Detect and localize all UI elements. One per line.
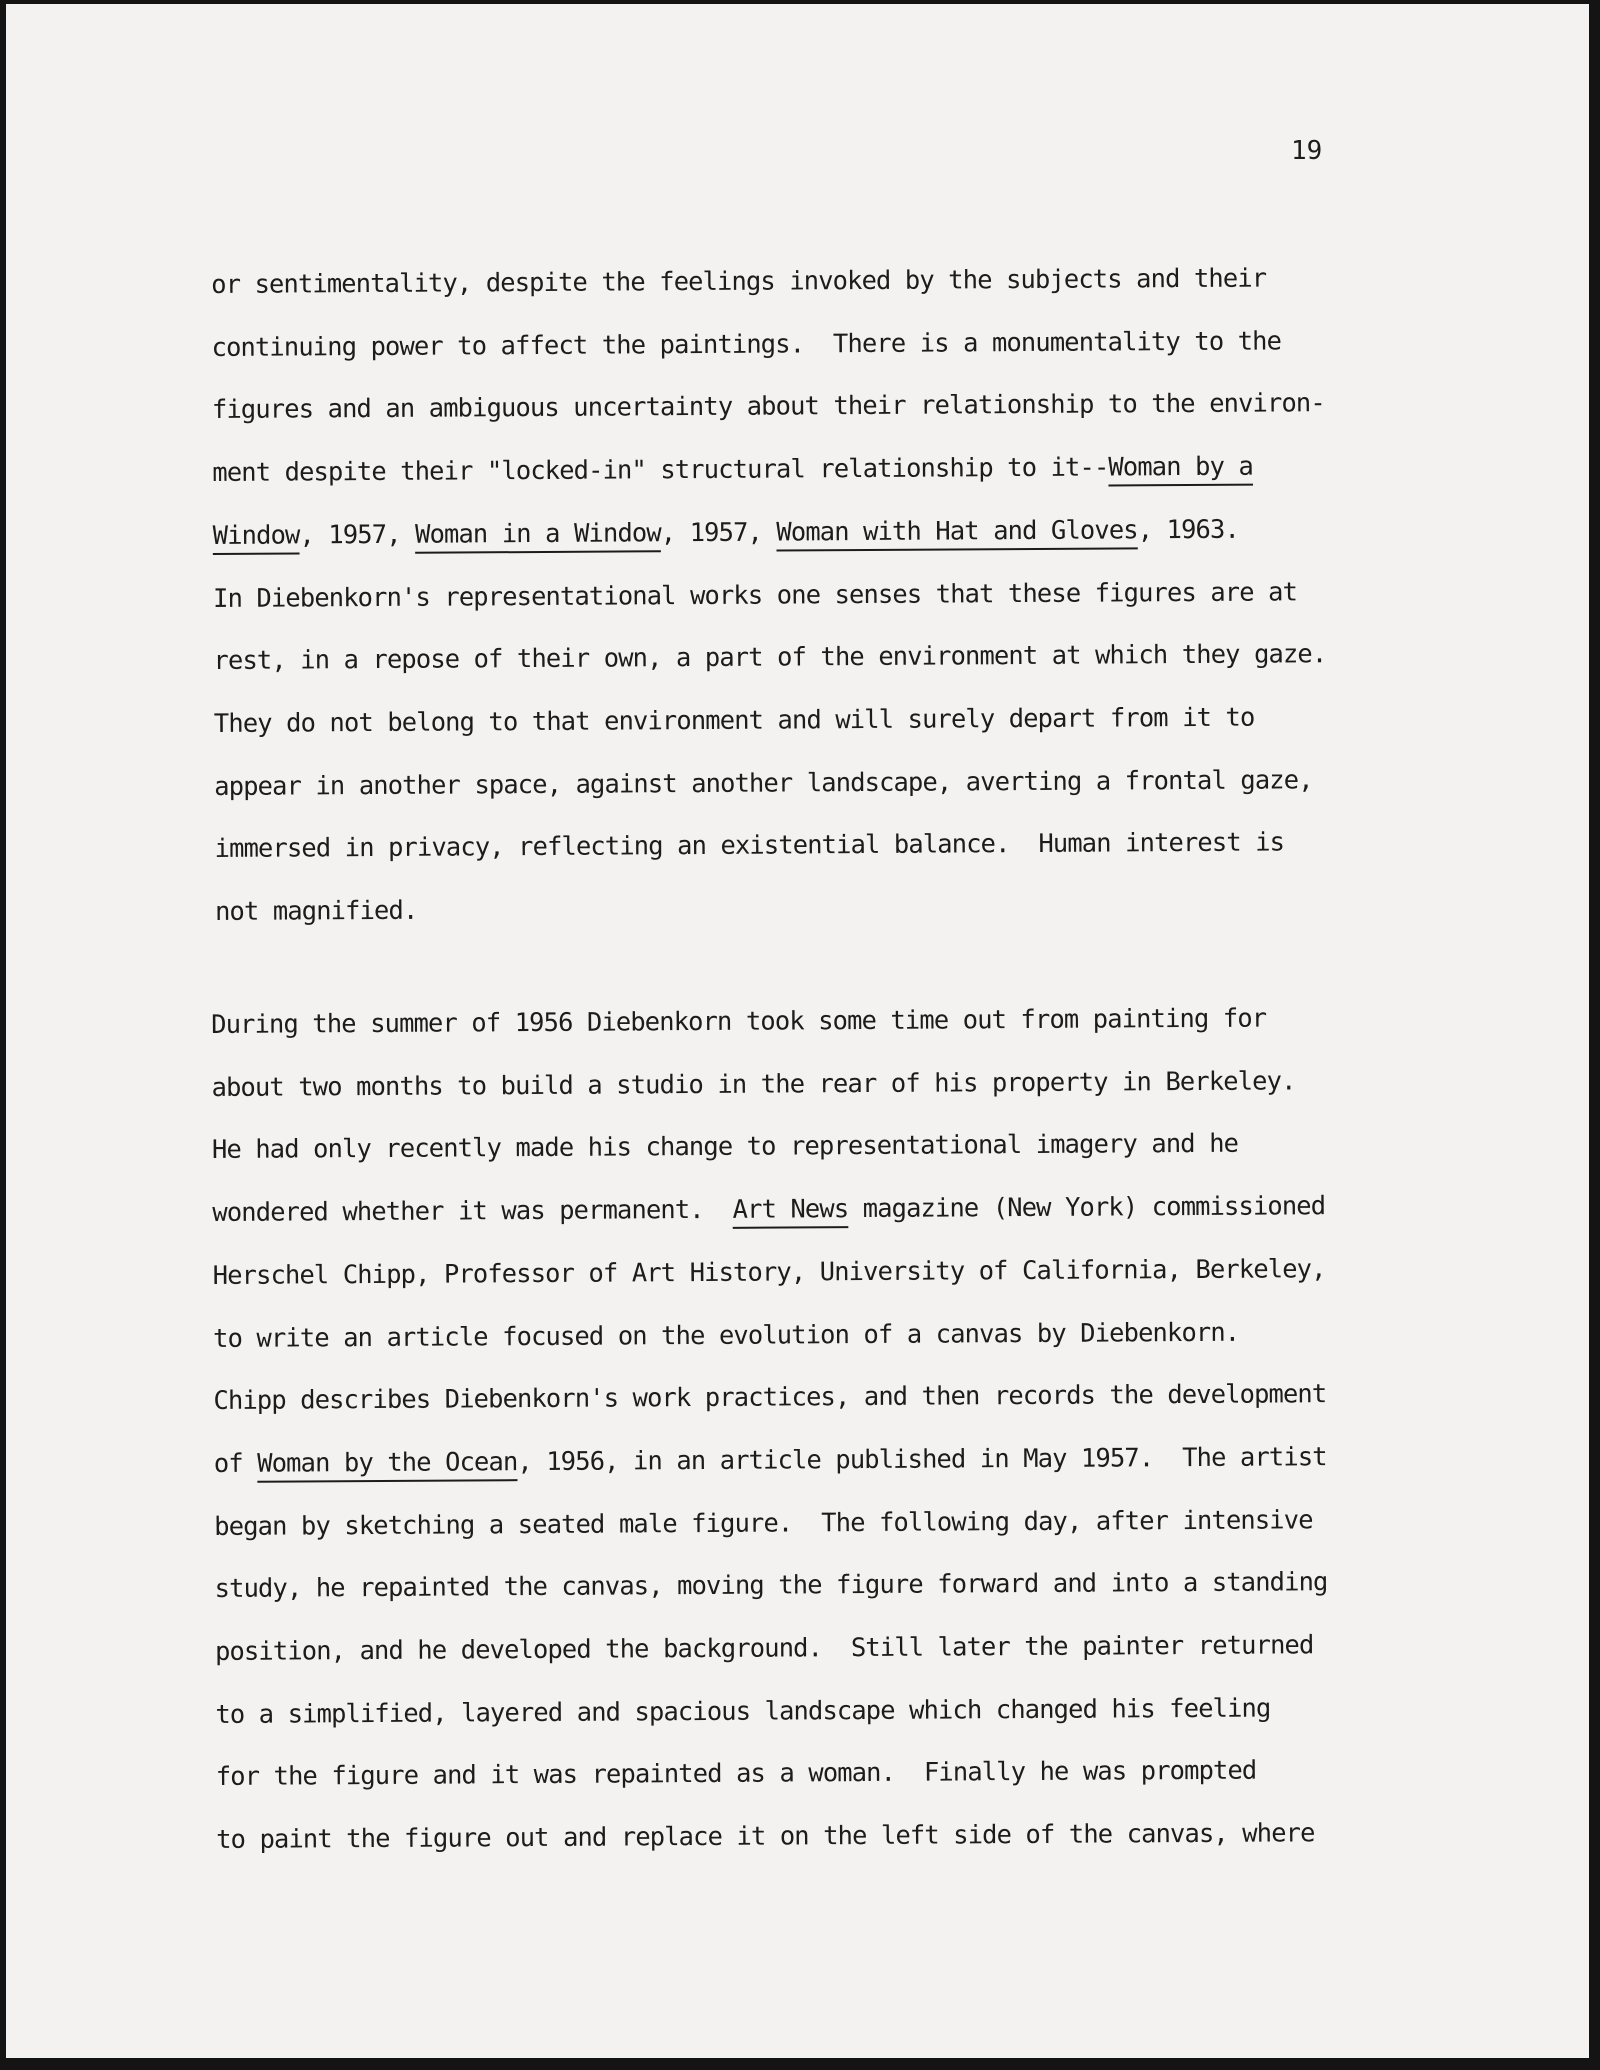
- artwork-title-woman-with-hat-and-gloves: Woman with Hat and Gloves: [776, 515, 1138, 548]
- text-line: immersed in privacy, reflecting an existential balance. Human interest is: [214, 827, 1285, 865]
- text-run: , 1963.: [1137, 514, 1239, 546]
- text-run: ment despite their "locked-in" structural relationship to it--: [212, 452, 1109, 489]
- text-line: to a simplified, layered and spacious landscape which changed his feeling: [215, 1693, 1271, 1730]
- text-run: wondered whether it was permanent.: [212, 1194, 733, 1229]
- text-run: , 1957,: [299, 519, 416, 551]
- text-line: During the summer of 1956 Diebenkorn took some time out from painting for: [211, 1003, 1267, 1040]
- text-line: [212, 1174, 1472, 1244]
- text-line: He had only recently made his change to representational imagery and he: [211, 1129, 1239, 1166]
- artwork-title-woman-by-a-window-cont: Window: [212, 520, 300, 551]
- text-run: , 1956, in an article published in May 1957. The artist: [517, 1442, 1327, 1478]
- text-run: , 1957,: [660, 517, 777, 549]
- text-line: Herschel Chipp, Professor of Art History, University of California, Berkeley,: [212, 1254, 1326, 1291]
- text-run: of: [213, 1448, 258, 1479]
- text-line: to write an article focused on the evolution of a canvas by Diebenkorn.: [213, 1317, 1240, 1354]
- text-line: rest, in a repose of their own, a part of the environment at which they gaze.: [213, 639, 1327, 677]
- text-line: [214, 1425, 1474, 1495]
- text-line: appear in another space, against another landscape, averting a frontal gaze,: [214, 764, 1313, 802]
- text-line: or sentimentality, despite the feelings invoked by the subjects and their: [211, 263, 1267, 300]
- text-line: continuing power to affect the paintings. There is a monumentality to the: [211, 326, 1282, 363]
- document-page: [6, 4, 1589, 2058]
- text-run: magazine (New York) commissioned: [848, 1191, 1326, 1225]
- text-line: about two months to build a studio in the rear of his property in Berkeley.: [211, 1066, 1296, 1103]
- text-line: for the figure and it was repainted as a woman. Finally he was prompted: [215, 1756, 1257, 1793]
- text-line: position, and he developed the background. Still later the painter returned: [214, 1630, 1314, 1668]
- text-line: to paint the figure out and replace it on the left side of the canvas, where: [216, 1818, 1315, 1856]
- text-line: In Diebenkorn's representational works one senses that these figures are at: [213, 576, 1298, 614]
- text-line: figures and an ambiguous uncertainty about their relationship to the environ-: [211, 388, 1325, 426]
- text-line: began by sketching a seated male figure. The following day, after intensive: [214, 1504, 1313, 1542]
- artwork-title-woman-by-the-ocean: Woman by the Ocean: [257, 1447, 518, 1479]
- text-line: Chipp describes Diebenkorn's work practices, and then records the development: [213, 1379, 1327, 1417]
- text-line: [213, 497, 1473, 567]
- publication-title-art-news: Art News: [732, 1194, 849, 1225]
- artwork-title-woman-by-a-window: Woman by a: [1108, 451, 1253, 483]
- artwork-title-woman-in-a-window: Woman in a Window: [414, 518, 661, 550]
- text-line: study, he repainted the canvas, moving the figure forward and into a standing: [214, 1567, 1328, 1605]
- paragraph-2: [211, 986, 1476, 1872]
- text-line: not magnified.: [214, 895, 418, 928]
- text-line: They do not belong to that environment and will surely depart from it to: [213, 702, 1255, 739]
- text-line: [212, 434, 1472, 504]
- page-number: 19: [1291, 136, 1323, 166]
- paragraph-1: [211, 246, 1475, 943]
